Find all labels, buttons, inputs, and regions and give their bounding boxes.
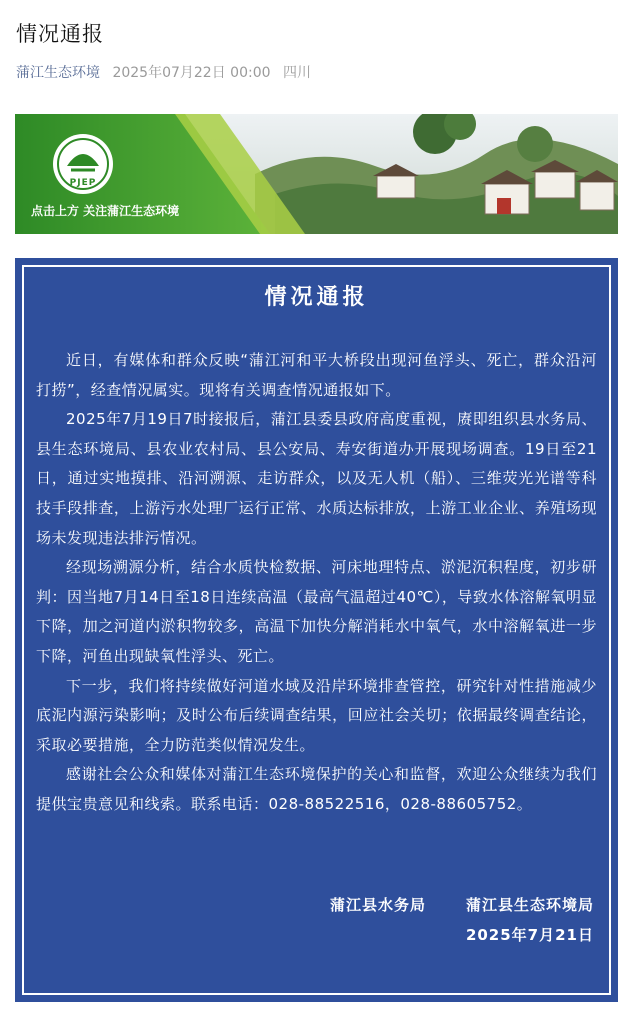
publish-datetime: 2025年07月22日 00:00: [112, 65, 271, 81]
account-name-link[interactable]: 蒲江生态环境: [16, 65, 100, 81]
notice-paragraph: 近日，有媒体和群众反映“蒲江河和平大桥段出现河鱼浮头、死亡，群众沿河打捞”，经查情况属实。现将有关调查情况通报如下。: [36, 351, 597, 399]
notice-body: [36, 346, 597, 820]
notice-heading: 情况通报: [264, 285, 369, 310]
notice-paragraph: 经现场溯源分析，结合水质快检数据、河床地理特点、淤泥沉积程度，初步研判：因当地7月14日至18日连续高温（最高气温超过40℃），导致水体溶解氧明显下降，加之河道内淤积物较多，高温下加快分解消耗水中氧气，水中溶解氧进一步下降，河鱼出现缺氧性浮头、死亡。: [36, 558, 597, 665]
banner-logo-text: PJEP: [69, 178, 97, 188]
notice-sign-date: 2025年7月21日: [465, 926, 594, 944]
notice-paragraph: 感谢社会公众和媒体对蒲江生态环境保护的关心和监督，欢迎公众继续为我们提供宝贵意见和线索。联系电话：028-88522516，028-88605752。: [36, 765, 597, 813]
signer-eco-bureau: 蒲江县生态环境局: [465, 896, 594, 914]
header-banner-image[interactable]: [15, 114, 618, 234]
notice-card: [15, 258, 618, 1002]
banner-slogan: 点击上方 关注蒲江生态环境: [31, 204, 180, 218]
article-title: 情况通报: [16, 22, 104, 46]
signer-water-bureau: 蒲江县水务局: [329, 896, 426, 914]
notice-paragraph: 2025年7月19日7时接报后，蒲江县委县政府高度重视，赓即组织县水务局、县生态环境局、县农业农村局、县公安局、寿安街道办开展现场调查。19日至21日，通过实地摸排、沿河溯源、走访群众，以及无人机（船）、三维荧光光谱等科技手段排查，上游污水处理厂运行正常、水质达标排放，上游工业企业、养殖场现场未发现违法排污情况。: [36, 410, 597, 547]
notice-signers: [330, 894, 594, 915]
article-meta: [16, 62, 311, 82]
notice-paragraph: 下一步，我们将持续做好河道水域及沿岸环境排查管控，研究针对性措施减少底泥内源污染影响；及时公布后续调查结果，回应社会关切；依据最终调查结论，采取必要措施，全力防范类似情况发生。: [36, 676, 597, 754]
publish-region: 四川: [282, 65, 311, 81]
